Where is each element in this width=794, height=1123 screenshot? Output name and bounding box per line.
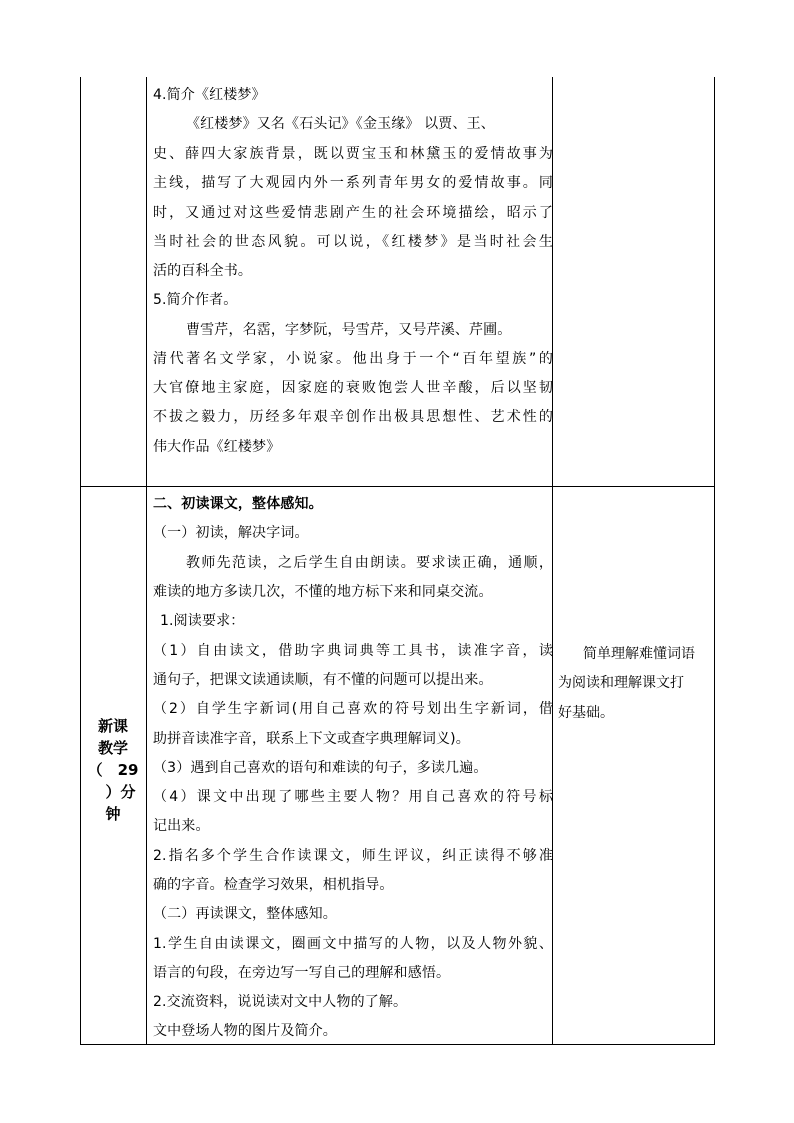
table-border-right — [714, 77, 715, 1045]
paragraph-line: 时，又通过对这些爱情悲剧产生的社会环境描绘，昭示了 — [153, 205, 553, 221]
subheading-second-reading: （二）再读课文，整体感知。 — [153, 906, 337, 922]
paragraph-line: 2.指名多个学生合作读课文，师生评议，纠正读得不够准 — [153, 848, 553, 864]
heading-intro-hongloumeng: 4.简介《红楼梦》 — [153, 87, 266, 103]
paragraph-line: 记出来。 — [153, 818, 210, 834]
paragraph-line: 清代著名文学家，小说家。他出身于一个“百年望族”的 — [153, 351, 553, 367]
heading-first-reading: 二、初读课文，整体感知。 — [153, 496, 323, 512]
paragraph-line: 当时社会的世态风貌。可以说，《红楼梦》是当时社会生 — [153, 234, 553, 250]
intent-line: 简单理解难懂词语 — [583, 646, 695, 662]
table-border-left — [80, 77, 81, 1045]
paragraph-line: 伟大作品《红楼梦》 — [153, 439, 281, 455]
label-line: 教学 — [97, 739, 128, 757]
paragraph-line: （2）自学生字新词(用自己喜欢的符号划出生字新词，借 — [153, 701, 553, 717]
paragraph-line: 教师先范读，之后学生自由朗读。要求读正确，通顺， — [186, 555, 553, 571]
paragraph-line: 语言的句段，在旁边写一写自己的理解和感悟。 — [153, 965, 451, 981]
paragraph-line: 《红楼梦》又名《石头记》《金玉缘》 以贾、王、 — [186, 116, 495, 132]
reading-requirements-heading: 1.阅读要求： — [160, 613, 245, 629]
label-line: （ 29 — [87, 761, 139, 779]
paragraph-line: 确的字音。检查学习效果，相机指导。 — [153, 877, 394, 893]
intent-line: 好基础。 — [558, 705, 614, 721]
table-border-bottom — [80, 1044, 715, 1045]
paragraph-line: 主线，描写了大观园内外一系列青年男女的爱情故事。同 — [153, 175, 553, 191]
paragraph-line: 文中登场人物的图片及简介。 — [153, 1023, 337, 1039]
label-line: 钟 — [105, 805, 121, 823]
paragraph-line: 助拼音读准字音，联系上下文或查字典理解词义)。 — [153, 731, 470, 747]
heading-intro-author: 5.简介作者。 — [153, 292, 238, 308]
subheading-words: （一）初读，解决字词。 — [153, 525, 309, 541]
paragraph-line: 史、薛四大家族背景，既以贾宝玉和林黛玉的爱情故事为 — [153, 146, 553, 162]
table-divider-label — [146, 77, 147, 1045]
label-line: 新课 — [97, 717, 128, 735]
paragraph-line: 大官僚地主家庭，因家庭的衰败饱尝人世辛酸，后以坚韧 — [153, 380, 553, 396]
label-line: ）分 — [90, 783, 136, 801]
paragraph-line: 活的百科全书。 — [153, 263, 253, 279]
paragraph-line: （1）自由读文，借助字典词典等工具书，读准字音，读 — [153, 643, 553, 659]
paragraph-line: （4）课文中出现了哪些主要人物？用自己喜欢的符号标 — [153, 789, 553, 805]
table-row-divider — [80, 486, 715, 487]
paragraph-line: 2.交流资料，说说读对文中人物的了解。 — [153, 994, 408, 1010]
paragraph-line: 难读的地方多读几次，不懂的地方标下来和同桌交流。 — [153, 584, 493, 600]
paragraph-line: （3）遇到自己喜欢的语句和难读的句子，多读几遍。 — [153, 760, 488, 776]
paragraph-line: 通句子，把课文读通读顺，有不懂的问题可以提出来。 — [153, 672, 493, 688]
paragraph-line: 不拔之毅力，历经多年艰辛创作出极具思想性、艺术性的 — [153, 409, 553, 425]
intent-line: 为阅读和理解课文打 — [558, 675, 684, 691]
paragraph-line: 曹雪芹，名霑，字梦阮，号雪芹，又号芹溪、芹圃。 — [186, 322, 512, 338]
paragraph-line: 1.学生自由读课文，圈画文中描写的人物，以及人物外貌、 — [153, 936, 553, 952]
